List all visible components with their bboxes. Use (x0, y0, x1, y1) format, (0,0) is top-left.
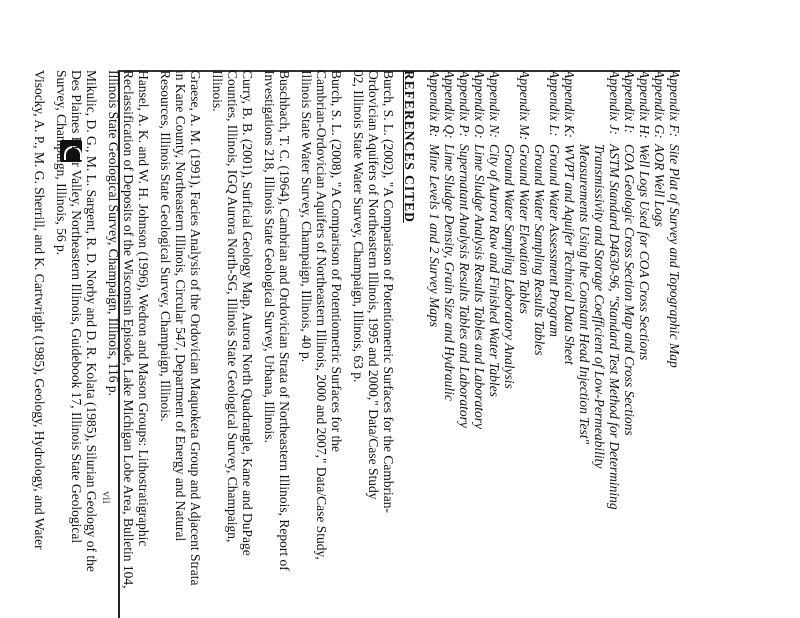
reference-line: Burch, S. L. (2008), "A Comparison of Potentiometric Surfaces for the (329, 70, 344, 452)
reference-line: Counties, Illinois, IGQ Aurora North-SG, Illinois State Geological Survey, Champaign, (225, 70, 240, 543)
appendix-row (547, 70, 562, 615)
reference-entry (158, 70, 203, 615)
reference-line: Curry, B. B. (2001), Surficial Geology Map, Aurora North Quadrangle, Kane and DuPage (240, 70, 255, 556)
reference-line: Illinois State Water Survey, Champaign, Illinois, 40 p. (299, 70, 314, 363)
appendix-row (577, 70, 592, 615)
appendix-row (667, 70, 682, 615)
appendix-title: ASTM Standard D4630-96, "Standard Test Method for Determining (607, 144, 622, 510)
appendix-label: Appendix Q: (442, 70, 457, 139)
reference-line: Visocky, A. P., M. G. Sherrill, and K. Cartwright (1985), Geology, Hydrology, and Water (32, 70, 47, 550)
appendix-title: WVPT and Aquifer Technical Data Sheet (562, 144, 577, 365)
reference-entry (299, 70, 344, 615)
reference-entry (351, 70, 396, 615)
appendix-label: Appendix M: (517, 70, 532, 141)
appendix-title: Ground Water Assessment Program (547, 144, 562, 337)
appendix-label: Appendix L: (547, 70, 562, 137)
appendix-row (472, 70, 487, 615)
appendix-label: Appendix P: (457, 70, 472, 138)
appendix-title: Measurements Using the Constant Head Injection Test" (577, 144, 592, 445)
reference-list (32, 70, 396, 615)
reference-entry (106, 70, 151, 615)
appendix-list (427, 70, 682, 615)
reference-line: Survey, Champaign, Illinois, 56 p. (54, 70, 69, 256)
appendix-label: Appendix F: (667, 70, 682, 138)
appendix-label: Appendix I: (622, 70, 637, 134)
appendix-row (622, 70, 637, 615)
appendix-title: Transmissivity and Storage Coefficient of Low-Permeability (592, 144, 607, 469)
appendix-row (562, 70, 577, 615)
section-title-references: REFERENCES CITED (402, 70, 417, 223)
reference-line: Cambrian-Ordovician Aquifers of Northeastern Illinois, 2000 and 2007," Data/Case Study, (314, 70, 329, 560)
appendix-row (517, 70, 532, 615)
appendix-row (457, 70, 472, 615)
appendix-label: Appendix J: (607, 70, 622, 135)
appendix-title: Lime Sludge Density, Grain Size and Hydraulic (442, 144, 457, 401)
reference-line: 02, Illinois State Water Survey, Champaign, Illinois, 63 p. (351, 70, 366, 383)
appendix-title: Supernatant Analysis Results Tables and Laboratory (457, 144, 472, 428)
reference-line: Illinois State Geological Survey, Champaign, Illinois, 116 p. (106, 70, 121, 396)
reference-line: Ordovician Aquifers of Northeastern Illinois, 1995 and 2000," Data/Case Study (366, 70, 381, 500)
appendix-label: Appendix N: (487, 70, 502, 138)
appendix-row (442, 70, 457, 615)
appendix-row (607, 70, 622, 615)
reference-entry (210, 70, 255, 615)
appendix-title: Site Plat of Survey and Topographic Map (667, 144, 682, 368)
reference-line: Des Plaines River Valley, Northeastern Illinois, Guidebook 17, Illinois State Geological (69, 70, 84, 544)
appendix-label: Appendix O: (472, 70, 487, 139)
reference-line: Reclassification of Deposits of the Wisconsin Episode, Lake Michigan Lobe Area, Bulletin 104, (121, 70, 136, 589)
reference-entry (54, 70, 99, 615)
reference-line: Resources, Illinois State Geological Survey, Champaign, Illinois. (158, 70, 173, 422)
appendix-title: City of Aurora Raw and Finished Water Tables (487, 144, 502, 397)
reference-line: Investigations 218, Illinois State Geological Survey, Urbana, Illinois. (262, 70, 277, 443)
appendix-title: Ground Water Sampling Laboratory Analysis (502, 144, 517, 389)
reference-entry (262, 70, 292, 615)
reference-line: Buschbach, T. C. (1964), Cambrian and Ordovician Strata of Northeastern Illinois, Report of (277, 70, 292, 571)
reference-line: Illinois. (210, 70, 225, 112)
appendix-title: Ground Water Sampling Results Tables (532, 144, 547, 356)
reference-line: in Kane County, Northeastern Illinois, Circular 547, Department of Energy and Natural (173, 70, 188, 542)
appendix-row (532, 70, 547, 615)
appendix-label: Appendix K: (562, 70, 577, 138)
page-number: vii (99, 491, 114, 504)
appendix-row (652, 70, 667, 615)
appendix-row (637, 70, 652, 615)
appendix-label: Appendix H: (637, 70, 652, 139)
appendix-row (592, 70, 607, 615)
appendix-title: Lime Sludge Analysis Results Tables and Laboratory (472, 144, 487, 430)
appendix-row (502, 70, 517, 615)
reference-line: Graese, A. M. (1991), Facies Analysis of the Ordovician Maquoketa Group and Adjacent Strata (188, 70, 203, 586)
appendix-title: AOR Well Logs (652, 144, 667, 227)
reference-entry (32, 70, 47, 615)
reference-line: Hansel, A. K. and W. H. Johnson (1996), Wedron and Mason Groups: Lithostratigraphic (136, 70, 151, 547)
appendix-row (427, 70, 442, 615)
appendix-label: Appendix R: (427, 70, 442, 138)
appendix-row (487, 70, 502, 615)
appendix-title: COA Geologic Cross Section Map and Cross Sections (622, 144, 637, 436)
appendix-title: Ground Water Elevation Tables (517, 144, 532, 314)
reference-line: Burch, S. L. (2002), "A Comparison of Potentiometric Surfaces for the Cambrian- (381, 70, 396, 514)
reference-line: Mikulic, D. G., M. L. Sargent, R. D. Norby and D. R. Kolata (1985), Silurian Geology of the (84, 70, 99, 572)
appendix-label: Appendix G: (652, 70, 667, 139)
appendix-title: Well Logs Used for COA Cross Sections (637, 144, 652, 361)
appendix-title: Mine Levels 1 and 2 Survey Maps (427, 144, 442, 327)
